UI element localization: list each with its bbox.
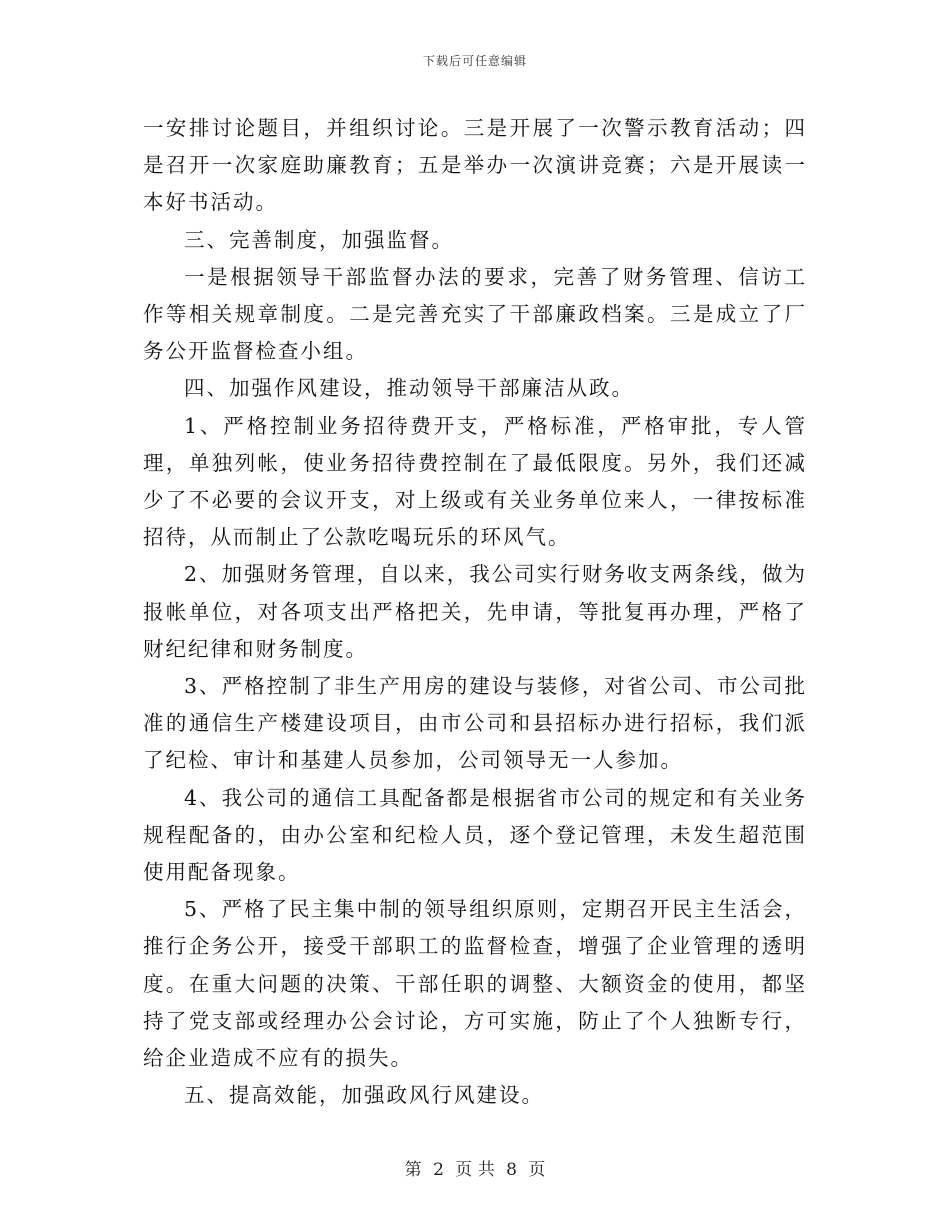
section-heading-3: 三、完善制度，加强监督。 bbox=[184, 227, 454, 252]
paragraph-item-2: 2、加强财务管理，自以来，我公司实行财务收支两条线，做为报帐单位，对各项支出严格把关，先申请，等批复再办理，严格了财纪纪律和财务制度。 bbox=[143, 562, 807, 661]
document-body bbox=[143, 110, 807, 1114]
page-header-note: 下载后可任意编辑 bbox=[422, 54, 527, 68]
page-number-total: 8 bbox=[506, 1160, 517, 1180]
page-number bbox=[0, 1155, 950, 1180]
paragraph-item-5: 5、严格了民主集中制的领导组织原则，定期召开民主生活会，推行企务公开，接受干部职工的监督检查，增强了企业管理的透明度。在重大问题的决策、干部任职的调整、大额资金的使用，都坚持了党支部或经理办公会讨论，方可实施，防止了个人独断专行，给企业造成不应有的损失。 bbox=[143, 897, 807, 1071]
section-heading-4: 四、加强作风建设，推动领导干部廉洁从政。 bbox=[184, 376, 634, 401]
page-number-prefix: 第 bbox=[404, 1160, 422, 1180]
paragraph: 一是根据领导干部监督办法的要求，完善了财务管理、信访工作等相关规章制度。二是完善充实了干部廉政档案。三是成立了厂务公开监督检查小组。 bbox=[143, 264, 807, 364]
paragraph-item-1: 1、严格控制业务招待费开支，严格标准，严格审批，专人管理，单独列帐，使业务招待费控制在了最低限度。另外，我们还减少了不必要的会议开支，对上级或有关业务单位来人，一律按标准招待，从而制止了公款吃喝玩乐的环风气。 bbox=[143, 413, 807, 550]
paragraph-item-4: 4、我公司的通信工具配备都是根据省市公司的规定和有关业务规程配备的，由办公室和纪检人员，逐个登记管理，未发生超范围使用配备现象。 bbox=[143, 785, 807, 885]
page-number-current: 2 bbox=[433, 1160, 444, 1180]
paragraph-continuation: 一安排讨论题目，并组织讨论。三是开展了一次警示教育活动；四是召开一次家庭助廉教育；五是举办一次演讲竞赛；六是开展读一本好书活动。 bbox=[143, 116, 807, 215]
paragraph-item-3: 3、严格控制了非生产用房的建设与装修，对省公司、市公司批准的通信生产楼建设项目，由市公司和县招标办进行招标，我们派了纪检、审计和基建人员参加，公司领导无一人参加。 bbox=[143, 674, 807, 773]
page-number-middle: 页 共 bbox=[455, 1160, 495, 1180]
page-number-suffix: 页 bbox=[528, 1160, 546, 1180]
section-heading-5: 五、提高效能，加强政风行风建设。 bbox=[184, 1083, 544, 1108]
